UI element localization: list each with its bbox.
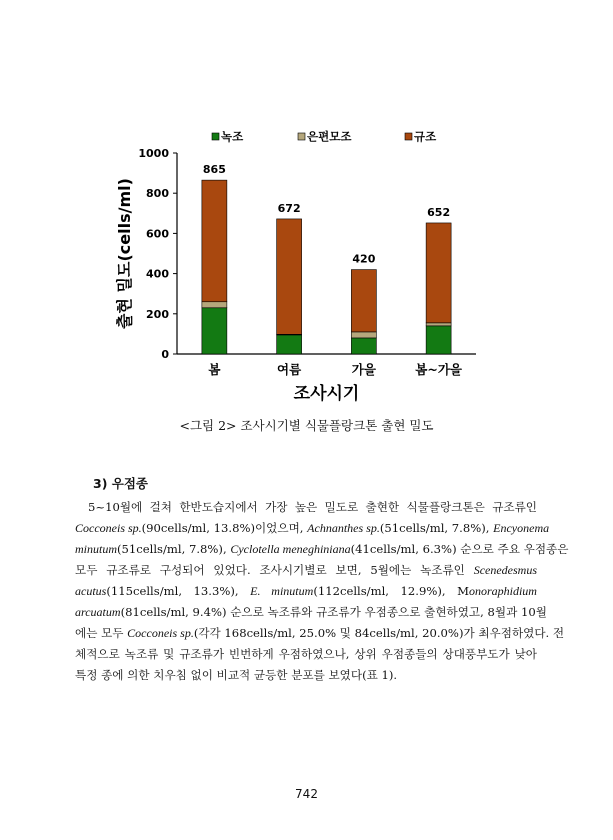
legend-label: 녹조 [221, 129, 244, 144]
x-tick-label: 여름 [277, 362, 302, 377]
species-name: Cyclotella meneghiniana [230, 542, 351, 556]
section-title: 3) 우점종 [93, 476, 148, 491]
legend-label: 규조 [414, 129, 437, 144]
x-tick-label: 봄 [208, 362, 221, 377]
bar-total-label: 420 [352, 252, 376, 266]
species-name: acutus [75, 584, 107, 598]
page-number: 742 [295, 787, 318, 801]
text-segment: (51cells/ml, 7.8%), [117, 542, 231, 556]
paragraph-line [75, 581, 537, 602]
text-segment: (90cells/ml, 13.8%)이었으며, [141, 521, 308, 535]
text-segment: (81cells/ml, 9.4%) 순으로 녹조류와 규조류가 우점종으로 출현하였고, 8월과 10월 [120, 605, 547, 619]
text-segment: 특정 종에 의한 치우침 없이 비교적 균등한 분포를 보였다(표 1). [75, 668, 398, 682]
text-segment: (51cells/ml, 7.8%), [379, 521, 494, 535]
y-tick-label: 600 [146, 227, 169, 241]
y-tick-label: 0 [161, 348, 169, 361]
text-segment: (각각 168cells/ml, 25.0% 및 84cells/ml, 20.0%)가 최우점하였다. 전 [193, 626, 565, 640]
bar-total-label: 672 [277, 201, 301, 215]
bar-segment [351, 338, 376, 354]
species-name: onoraphidium [468, 584, 537, 598]
bar-total-label: 652 [427, 205, 451, 219]
x-axis-title: 조사시기 [293, 384, 360, 404]
paragraph-line [75, 623, 565, 644]
text-segment: 체적으로 녹조류 및 규조류가 빈번하게 우점하였으나, 상위 우점종들의 상대풍부도가 낮아 [75, 647, 537, 661]
bar-segment [426, 326, 451, 354]
paragraph-line [75, 665, 537, 686]
species-name: Achnanthes sp. [307, 521, 380, 535]
y-tick-label: 400 [146, 267, 169, 281]
y-tick-label: 1000 [138, 147, 169, 160]
paragraph-line [75, 602, 547, 623]
y-axis-title: 출현 밀도(cells/ml) [115, 178, 134, 329]
legend-swatch [405, 133, 412, 140]
bar-segment [277, 219, 302, 334]
bar-total-label: 865 [202, 163, 226, 177]
species-name: Cocconeis sp. [75, 521, 142, 535]
body-paragraph [75, 497, 569, 686]
bar-segment [202, 180, 227, 302]
legend-label: 은편모조 [307, 129, 352, 144]
paragraph-line [75, 644, 537, 665]
species-name: Cocconeis sp. [127, 626, 194, 640]
legend-swatch [298, 133, 305, 140]
bar-segment [426, 223, 451, 323]
y-tick-label: 200 [146, 307, 169, 321]
species-name: Encyonema [493, 521, 550, 535]
paragraph-line [75, 497, 537, 518]
y-tick-label: 800 [146, 187, 169, 201]
text-segment: (115cells/ml, 13.3%), [106, 584, 251, 598]
bar-segment [351, 270, 376, 332]
paragraph-line [75, 518, 550, 539]
species-name: minutum [75, 542, 117, 556]
species-name: arcuatum [75, 605, 121, 619]
x-tick-label: 봄~가을 [415, 362, 462, 377]
bar-segment [202, 308, 227, 354]
text-segment: 에는 모두 [75, 626, 128, 640]
legend-swatch [212, 133, 219, 140]
text-segment: 5~10월에 걸쳐 한반도습지에서 가장 높은 밀도로 출현한 식물플랑크톤은 규조류인 [88, 500, 537, 514]
species-name: E. minutum [250, 584, 314, 598]
bar-segment [351, 332, 376, 338]
text-segment: (112cells/ml, 12.9%), M [313, 584, 469, 598]
bar-segment [277, 335, 302, 354]
bar-segment [426, 323, 451, 326]
x-tick-label: 가을 [351, 362, 376, 377]
text-segment: (41cells/ml, 6.3%) 순으로 주요 우점종은 [350, 542, 569, 556]
figure-caption: <그림 2> 조사시기별 식물플랑크톤 출현 밀도 [179, 418, 434, 433]
text-segment: 모두 규조류로 구성되어 있었다. 조사시기별로 보면, 5월에는 녹조류인 [75, 563, 474, 577]
species-name: Scenedesmus [473, 563, 537, 577]
bar-segment [202, 302, 227, 308]
paragraph-line [75, 539, 569, 560]
paragraph-line [75, 560, 537, 581]
